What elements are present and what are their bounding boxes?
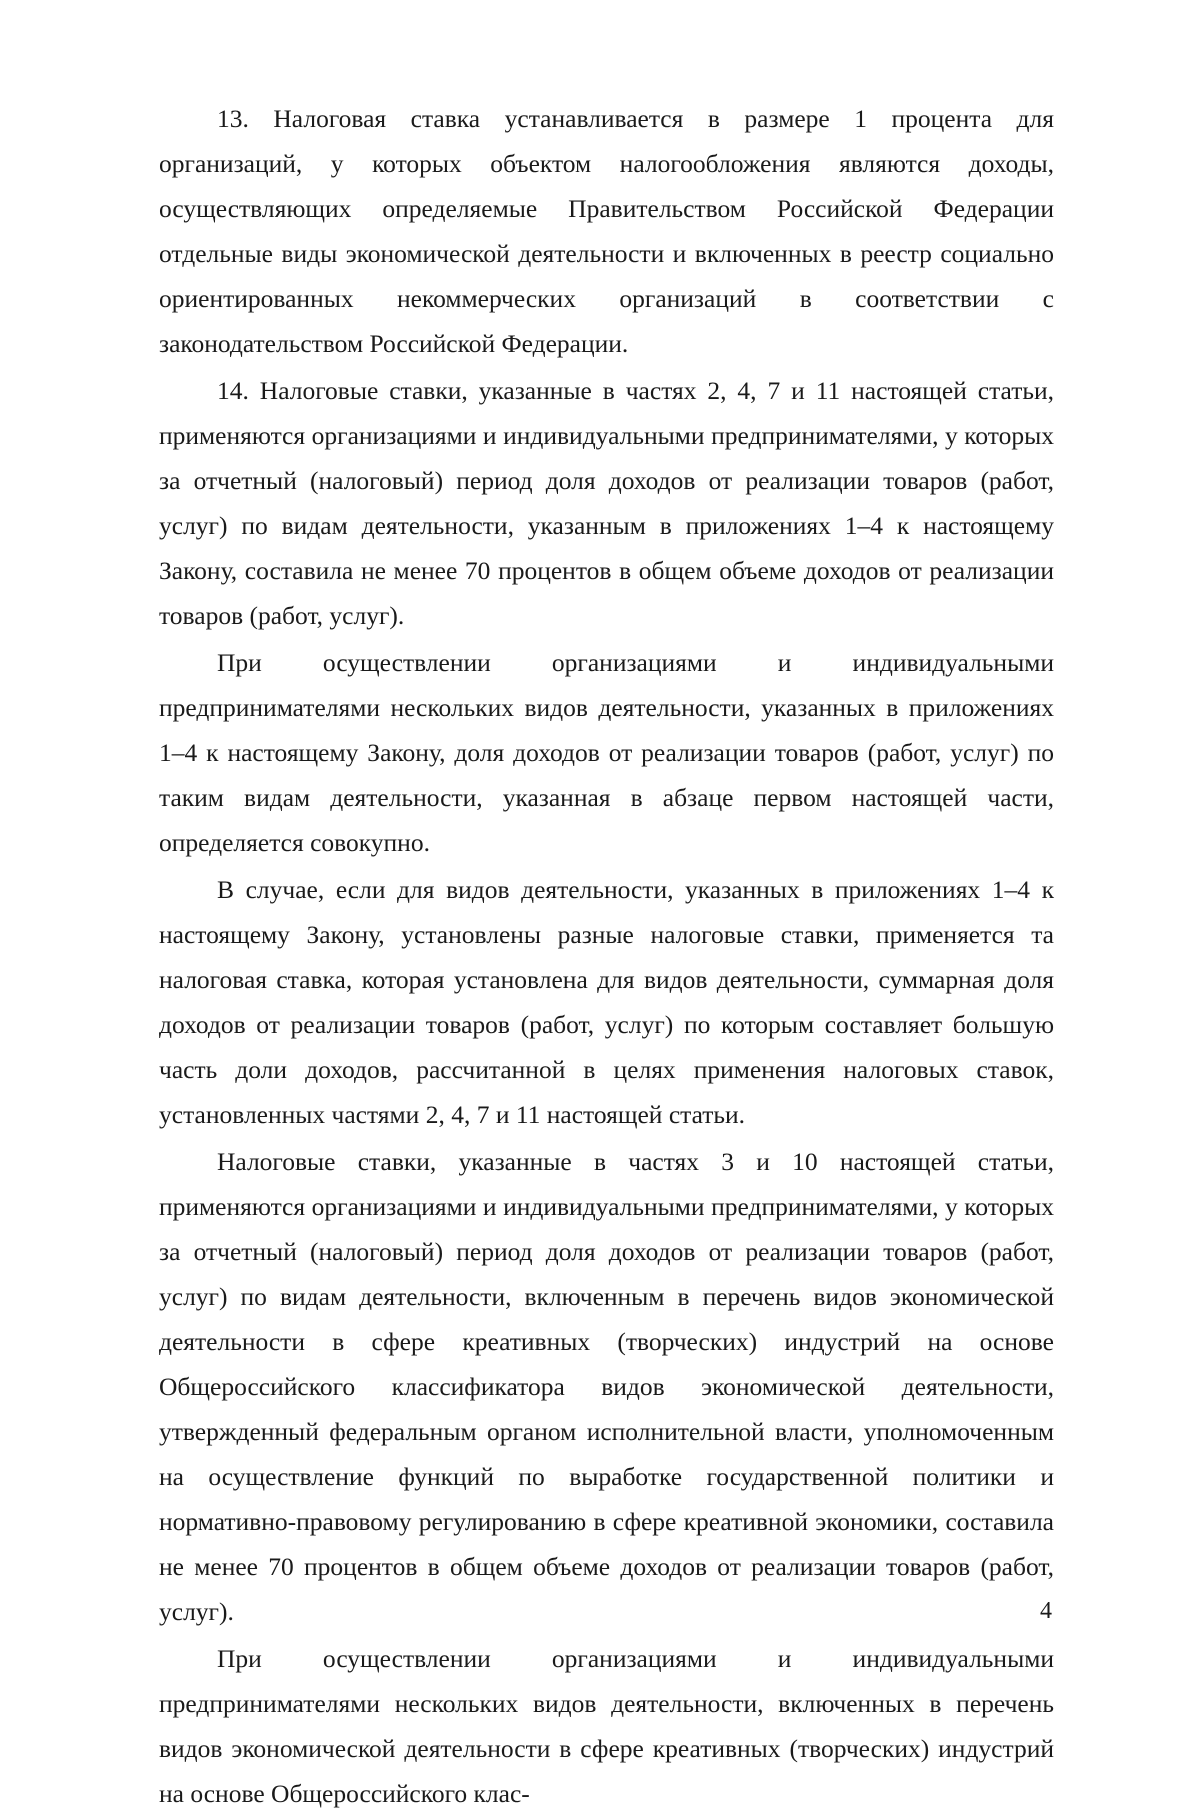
document-body	[159, 96, 1054, 1816]
page-number: 4	[1040, 1598, 1052, 1624]
paragraph-14-part-3: В случае, если для видов деятельности, указанных в приложениях 1–4 к настоящему Закону, установлены разные налоговые ставки, применяется та налоговая ставка, которая установлена для видов деятельности, суммарная доля доходов от реализации товаров (работ, услуг) по которым составляет большую часть доли доходов, рассчитанной в целях применения налоговых ставок, установленных частями 2, 4, 7 и 11 настоящей статьи.	[159, 875, 1054, 1129]
paragraph-14-part-4: Налоговые ставки, указанные в частях 3 и 10 настоящей статьи, применяются организациями и индивидуальными предпринимателями, у которых за отчетный (налоговый) период доля доходов от реализации товаров (работ, услуг) по видам деятельности, включенным в перечень видов экономической деятельности в сфере креативных (творческих) индустрий на основе Общероссийского классификатора видов экономической деятельности, утвержденный федеральным органом исполнительной власти, уполномоченным на осуществление функций по выработке государственной политики и нормативно-правовому регулированию в сфере креативной экономики, составила не менее 70 процентов в общем объеме доходов от реализации товаров (работ, услуг).	[159, 1147, 1054, 1626]
paragraph-14-part-5: При осуществлении организациями и индивидуальными предпринимателями нескольких видов деятельности, включенных в перечень видов экономической деятельности в сфере креативных (творческих) индустрий на основе Общероссийского клас-	[159, 1644, 1054, 1808]
paragraph-13: 13. Налоговая ставка устанавливается в размере 1 процента для организаций, у которых объектом налогообложения являются доходы, осуществляющих определяемые Правительством Российской Федерации отдельные виды экономической деятельности и включенных в реестр социально ориентированных некоммерческих организаций в соответствии с законодательством Российской Федерации.	[159, 104, 1054, 358]
paragraph-14: 14. Налоговые ставки, указанные в частях 2, 4, 7 и 11 настоящей статьи, применяются организациями и индивидуальными предпринимателями, у которых за отчетный (налоговый) период доля доходов от реализации товаров (работ, услуг) по видам деятельности, указанным в приложениях 1–4 к настоящему Закону, составила не менее 70 процентов в общем объеме доходов от реализации товаров (работ, услуг).	[159, 376, 1054, 630]
paragraph-14-part-2: При осуществлении организациями и индивидуальными предпринимателями нескольких видов деятельности, указанных в приложениях 1–4 к настоящему Закону, доля доходов от реализации товаров (работ, услуг) по таким видам деятельности, указанная в абзаце первом настоящей части, определяется совокупно.	[159, 648, 1054, 857]
